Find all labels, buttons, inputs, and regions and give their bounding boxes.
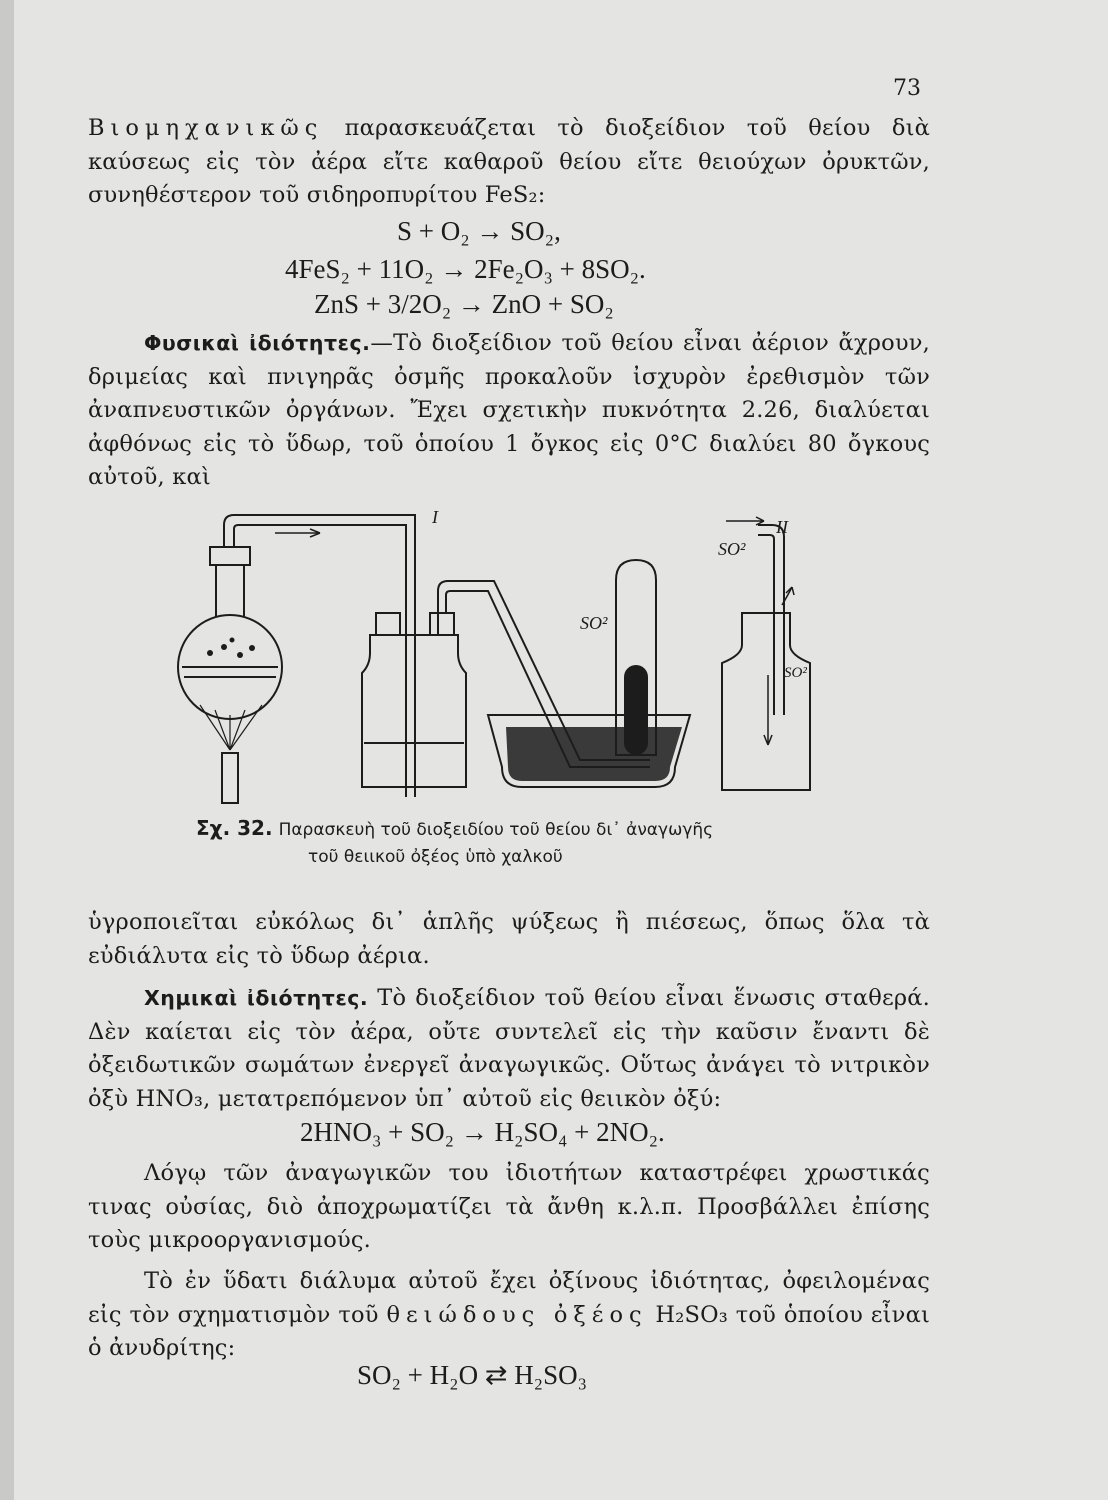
label-so2-top: SO²	[718, 539, 746, 559]
spaced-word: θειώδους ὀξέος	[386, 1301, 648, 1328]
figure-caption	[196, 815, 836, 871]
paragraph-reducing-properties: Λόγῳ τῶν ἀναγωγικῶν του ἰδιοτήτων καταστρέφει χρωστικάς τινας οὐσίας, διὸ ἀποχρωματίζει τὰ ἄνθη κ.λ.π. Προσβάλλει ἐπίσης τοὺς μικροοργανισμούς.	[88, 1160, 930, 1253]
paragraph-text-a: Τὸ ἐν ὕδατι διάλυμα αὐτοῦ ἔχει ὀξίνους ἰδιότητας, ὀφειλομένας εἰς τὸν σχηματισμὸν τοῦ	[88, 1268, 930, 1328]
equation-3: ZnS + 3/2O₂ → ZnO + SO₂	[314, 289, 614, 319]
apparatus-figure	[170, 505, 830, 805]
page-edge	[0, 0, 14, 1500]
paragraph-liquefaction: ὑγροποιεῖται εὐκόλως δι᾽ ἁπλῆς ψύξεως ἢ πιέσεως, ὅπως ὅλα τὰ εὐδιάλυτα εἰς τὸ ὕδωρ ἀέρια.	[88, 909, 930, 969]
equation-4: 2HNO₃ + SO₂ → H₂SO₄ + 2NO₂.	[300, 1117, 665, 1147]
paragraph-chemical-properties	[88, 982, 930, 1116]
spaced-word: Βιομηχανικῶς	[88, 115, 324, 141]
caption-line-1: Παρασκευὴ τοῦ διοξειδίου τοῦ θείου δι᾽ ἀναγωγῆς	[278, 820, 714, 840]
paragraph-text: παρασκευάζεται τὸ διοξείδιον τοῦ θείου διὰ καύσεως εἰς τὸν ἀέρα εἴτε καθαροῦ θείου εἴτε θειούχων ὀρυκτῶν, συνηθέστερον τοῦ σιδηροπυρίτου FeS₂:	[88, 115, 931, 208]
caption-line-2: τοῦ θειικοῦ ὀξέος ὑπὸ χαλκοῦ	[308, 847, 563, 867]
paragraph-physical-properties	[88, 327, 930, 495]
jar-tube	[758, 525, 784, 715]
bottle-stopper-left	[376, 613, 400, 635]
flask-neck	[216, 565, 244, 617]
delivery-tube	[224, 515, 415, 797]
collection-jar	[722, 613, 810, 790]
figure-label: Σχ. 32.	[196, 816, 273, 840]
flask-stopper	[210, 547, 250, 565]
label-so2-tube: SO²	[580, 613, 608, 633]
label-so2-jar: SO²	[784, 665, 807, 681]
paragraph-text-b: H₂SO₃ τοῦ ὁποίου εἶναι ὁ ἀνυδρίτης:	[88, 1301, 930, 1361]
burner	[222, 753, 238, 803]
label-II: II	[776, 517, 788, 537]
equation-1: S + O₂ → SO₂,	[397, 216, 561, 246]
page-number: 73	[893, 76, 921, 101]
paragraph-text: —Τὸ διοξείδιον τοῦ θείου εἶναι ἀέριον ἄχρουν, δριμείας καὶ πνιγηρᾶς ὀσμῆς προκαλοῦν ἰσχυρὸν ἐρεθισμὸν τῶν ἀναπνευστικῶν ὀργάνων. Ἔχει σχετικὴν πυκνότητα 2.26, διαλύεται ἀφθόνως εἰς τὸ ὕδωρ, τοῦ ὁποίου 1 ὄγκος εἰς 0°C διαλύει 80 ὄγκους αὐτοῦ, καὶ	[88, 330, 931, 490]
paragraph-industrial-preparation	[88, 112, 930, 213]
paragraph-sulfurous-acid	[88, 1265, 930, 1366]
paragraph-text: Τὸ διοξείδιον τοῦ θείου εἶναι ἕνωσις σταθερά. Δὲν καίεται εἰς τὸν ἀέρα, οὔτε συντελεῖ εἰς τὴν καῦσιν ἔναντι δὲ ὀξειδωτικῶν σωμάτων ἐνεργεῖ ἀναγωγικῶς. Οὕτως ἀνάγει τὸ νιτρικὸν ὀξὺ HNO₃, μετατρεπόμενον ὑπ᾽ αὐτοῦ εἰς θειικὸν ὀξύ:	[88, 985, 930, 1112]
section-heading-physical: Φυσικαὶ ἰδιότητες.	[144, 331, 371, 355]
bottle-stopper-right	[430, 613, 454, 635]
section-heading-chemical: Χημικαὶ ἰδιότητες.	[144, 986, 369, 1010]
label-I: I	[432, 507, 438, 527]
equation-5: SO₂ + H₂O ⇄ H₂SO₃	[357, 1360, 588, 1390]
equation-2: 4FeS₂ + 11O₂ → 2Fe₂O₃ + 8SO₂.	[285, 254, 646, 284]
